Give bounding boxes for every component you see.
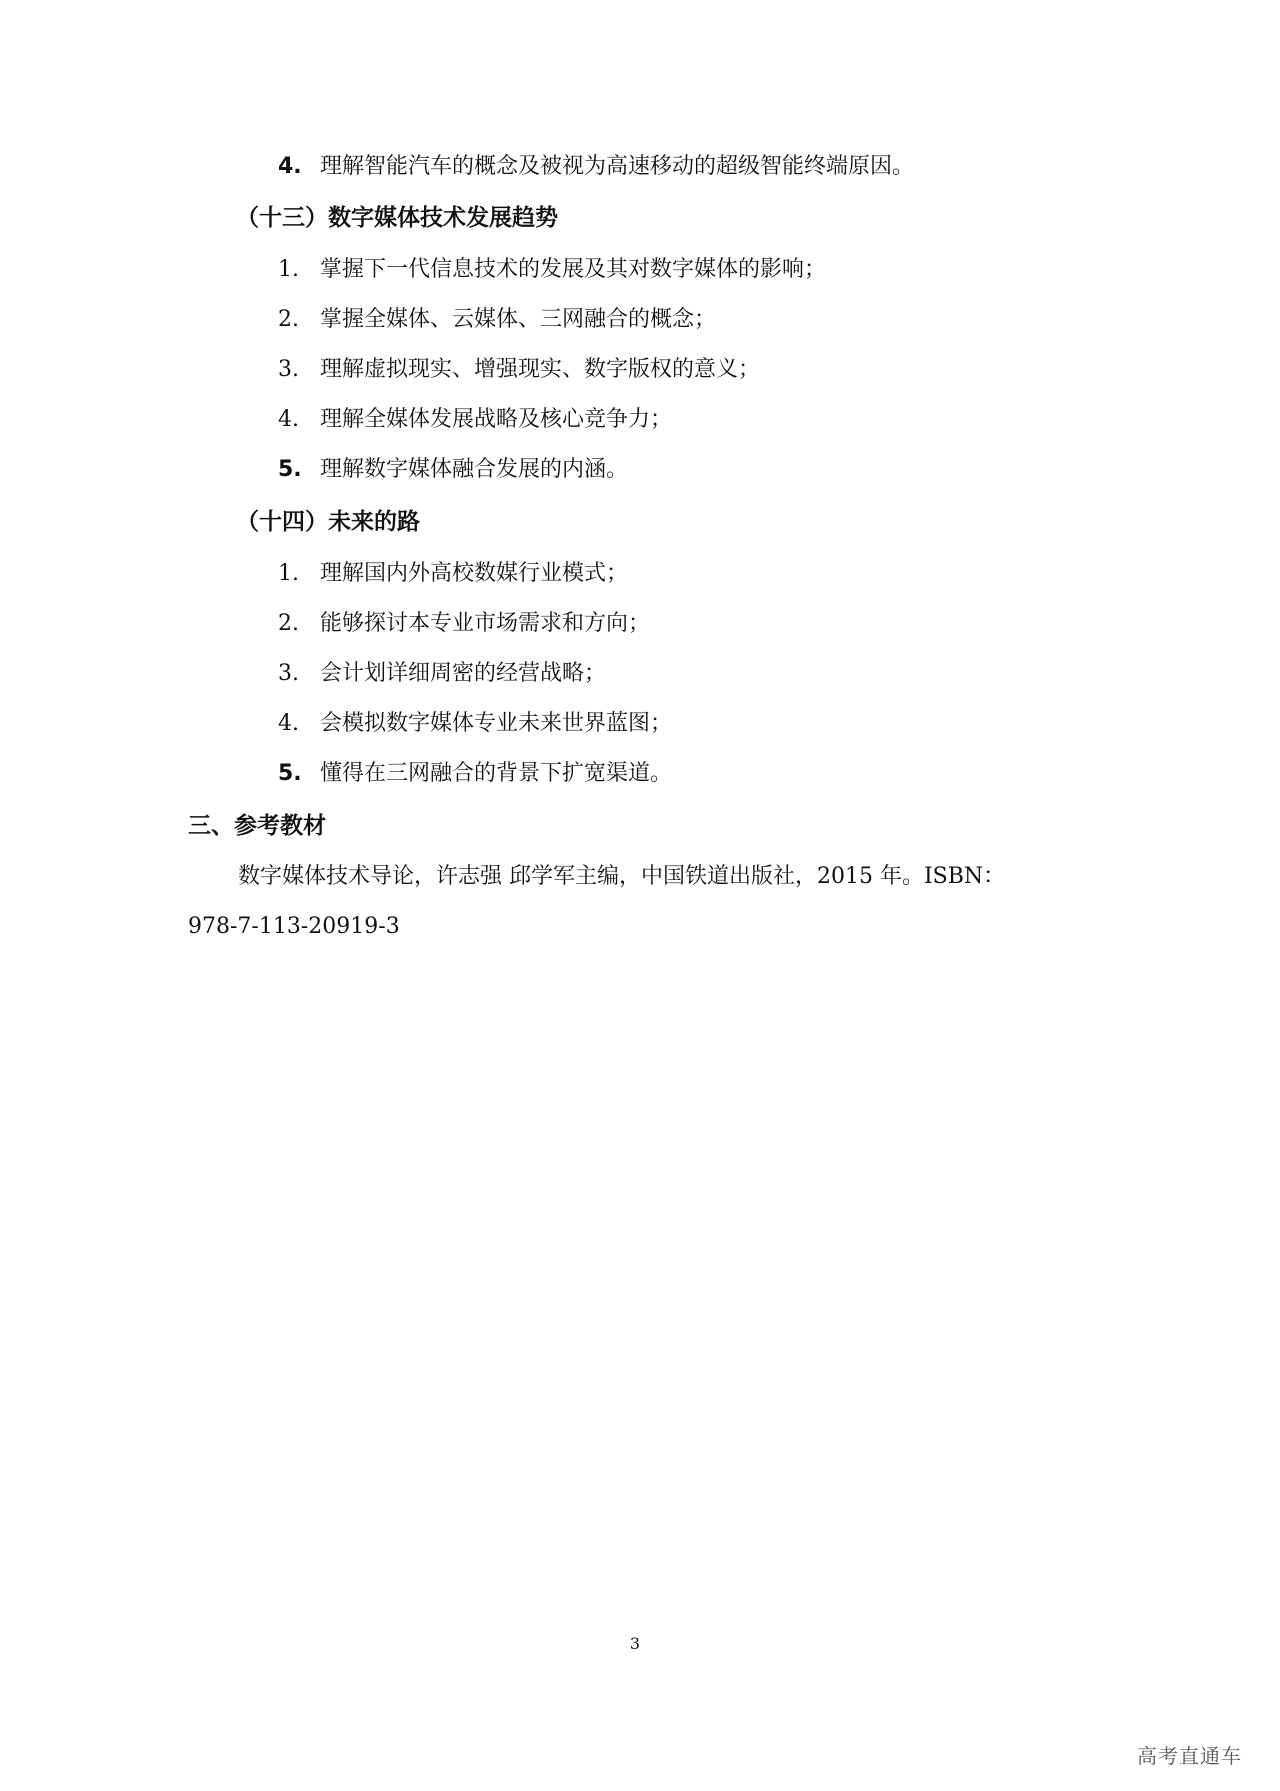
list-item bbox=[278, 559, 628, 589]
reference-line-2: 978-7-113-20919-3 bbox=[188, 914, 400, 939]
list-item bbox=[278, 405, 672, 435]
item-number: 3. bbox=[278, 661, 299, 686]
item-number: 2. bbox=[278, 307, 299, 332]
item-number: 4. bbox=[278, 407, 299, 432]
item-text: 会模拟数字媒体专业未来世界蓝图； bbox=[320, 711, 673, 736]
item-text: 掌握下一代信息技术的发展及其对数字媒体的影响； bbox=[320, 257, 827, 282]
item-text: 理解虚拟现实、增强现实、数字版权的意义； bbox=[320, 357, 761, 382]
list-item bbox=[278, 355, 760, 385]
page-number: 3 bbox=[629, 1634, 641, 1653]
item-text: 会计划详细周密的经营战略； bbox=[320, 661, 607, 686]
item-text: 理解全媒体发展战略及核心竞争力； bbox=[320, 407, 673, 432]
item-text: 理解智能汽车的概念及被视为高速移动的超级智能终端原因。 bbox=[320, 154, 915, 179]
list-item bbox=[278, 455, 628, 485]
item-text: 掌握全媒体、云媒体、三网融合的概念； bbox=[320, 307, 717, 332]
list-item bbox=[278, 659, 606, 689]
item-text: 理解国内外高校数媒行业模式； bbox=[320, 561, 629, 586]
item-number: 4. bbox=[278, 711, 299, 736]
list-item bbox=[278, 152, 914, 182]
watermark: 高考直通车 bbox=[1137, 1744, 1242, 1768]
section-heading-13: （十三）数字媒体技术发展趋势 bbox=[236, 205, 558, 231]
item-number: 5. bbox=[278, 761, 302, 786]
item-number: 4. bbox=[278, 154, 302, 179]
list-item bbox=[278, 305, 716, 335]
item-text: 理解数字媒体融合发展的内涵。 bbox=[320, 457, 629, 482]
item-text: 懂得在三网融合的背景下扩宽渠道。 bbox=[320, 761, 673, 786]
section-heading-14: （十四）未来的路 bbox=[236, 509, 420, 535]
list-item bbox=[278, 709, 672, 739]
item-number: 1. bbox=[278, 561, 299, 586]
references-heading: 三、参考教材 bbox=[188, 813, 326, 839]
list-item bbox=[278, 759, 672, 789]
item-number: 2. bbox=[278, 611, 299, 636]
list-item bbox=[278, 255, 826, 285]
item-number: 3. bbox=[278, 357, 299, 382]
reference-line-1: 数字媒体技术导论，许志强 邱学军主编，中国铁道出版社，2015 年。ISBN： bbox=[238, 864, 1006, 889]
list-item bbox=[278, 609, 650, 639]
item-number: 5. bbox=[278, 457, 302, 482]
item-number: 1. bbox=[278, 257, 299, 282]
item-text: 能够探讨本专业市场需求和方向； bbox=[320, 611, 651, 636]
